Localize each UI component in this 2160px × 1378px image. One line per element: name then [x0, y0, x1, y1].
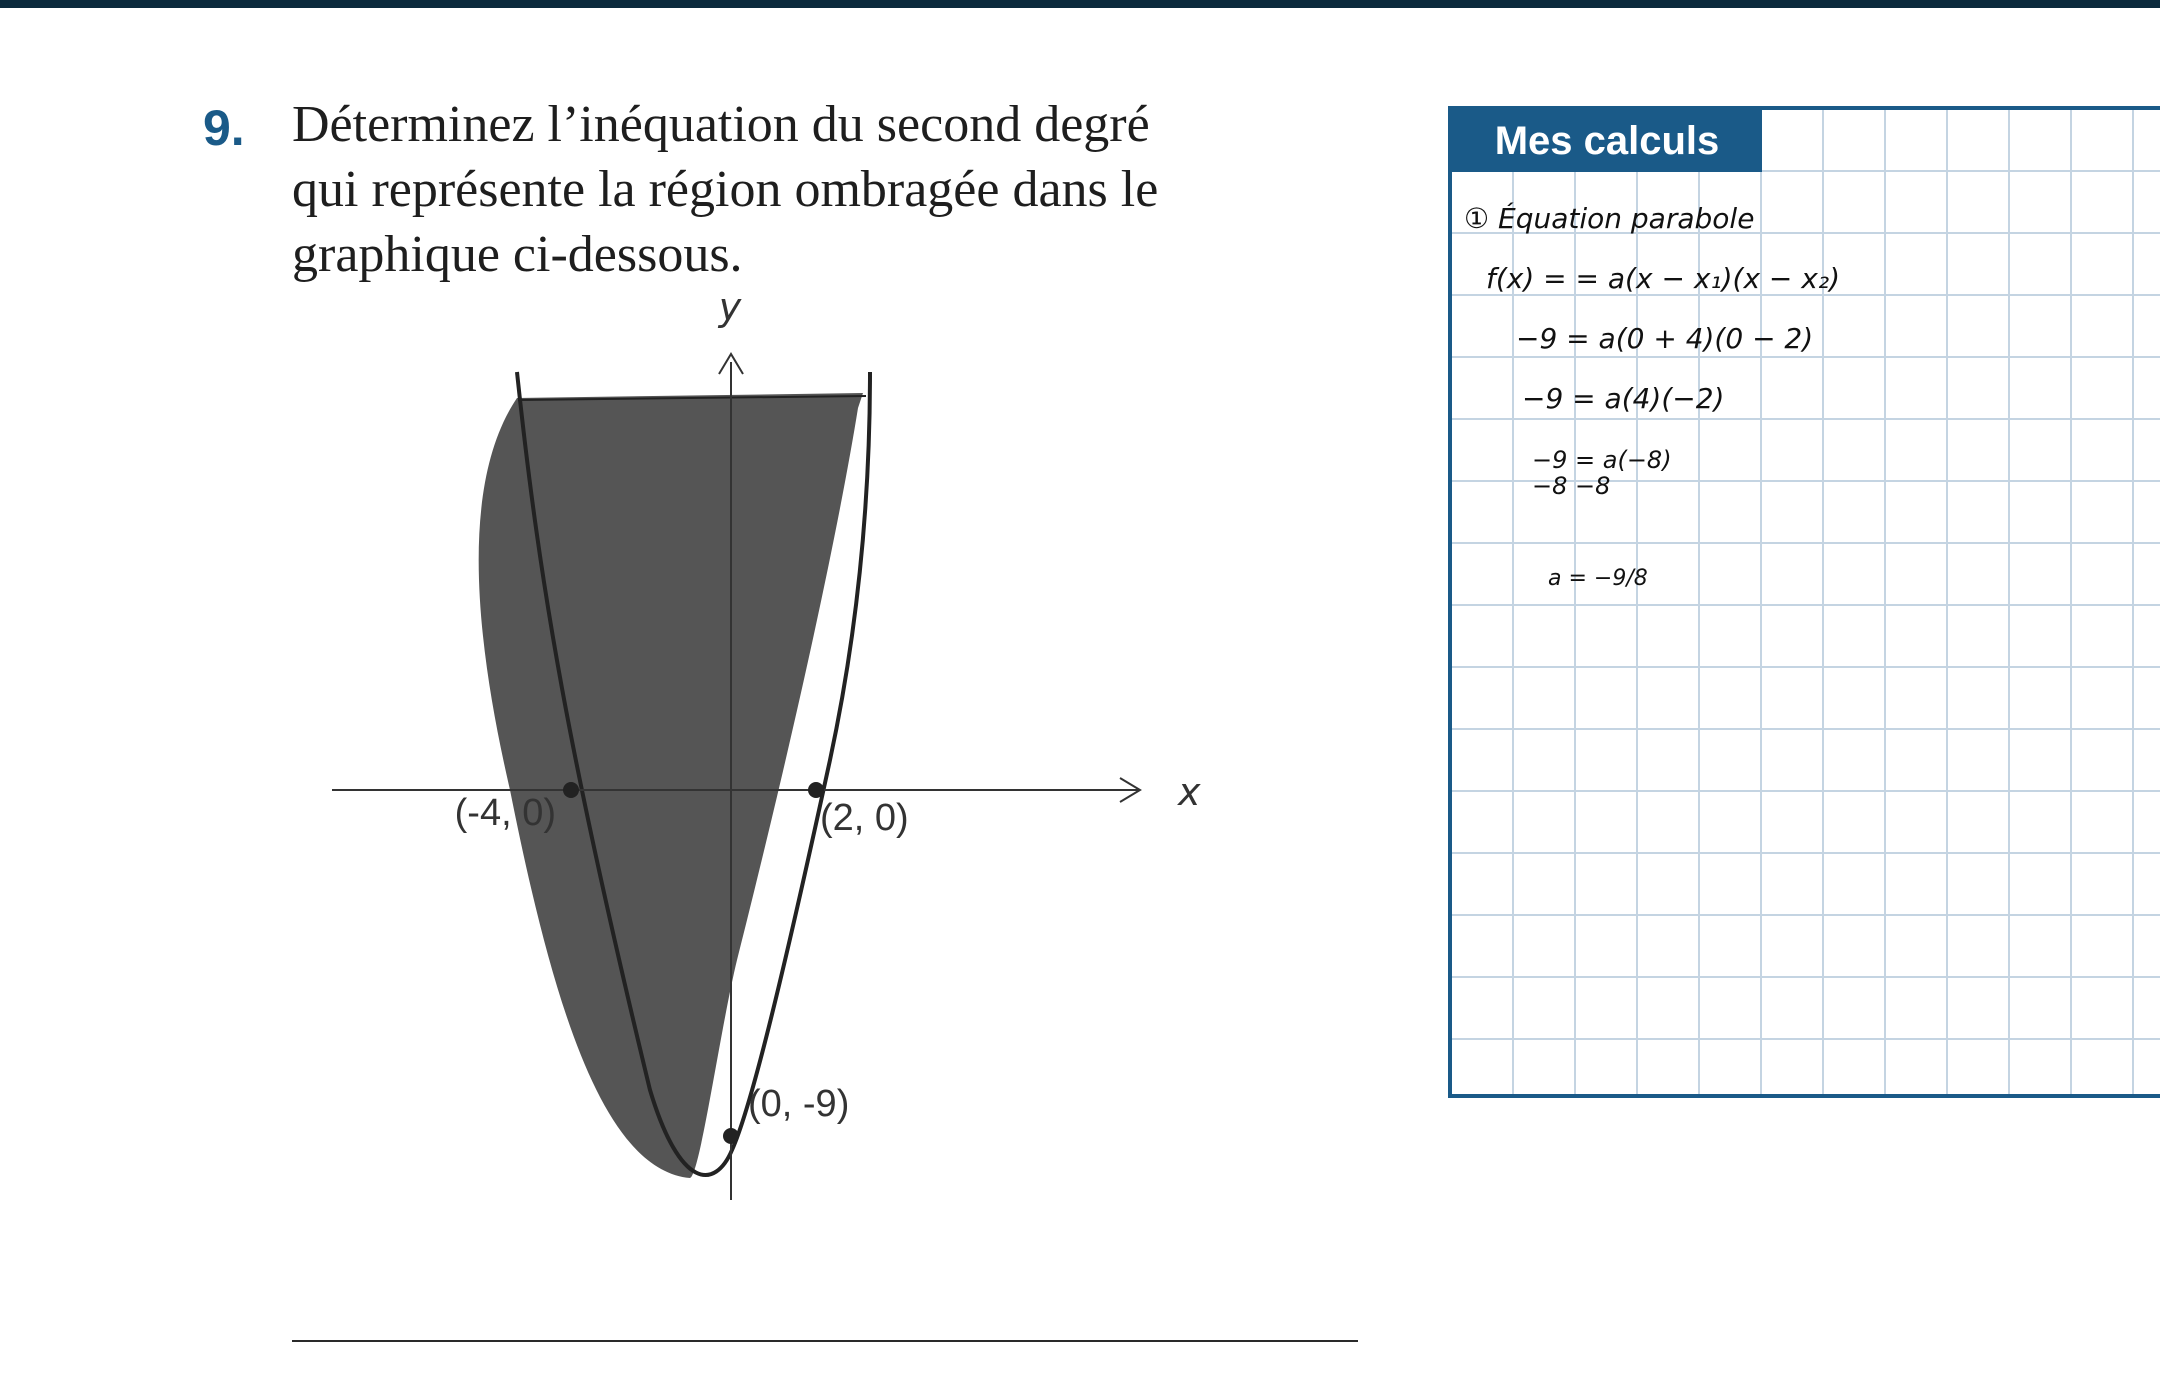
point-label: (2, 0) — [820, 797, 909, 839]
handwritten-note: −9 = a(−8) — [1532, 446, 1672, 474]
calc-panel-title: Mes calculs — [1452, 110, 1762, 172]
question-text — [292, 92, 1292, 287]
point-label: (-4, 0) — [454, 792, 556, 834]
handwritten-note: a = −9/8 — [1548, 566, 1648, 591]
handwritten-note: −9 = a(4)(−2) — [1522, 382, 1725, 415]
parabola-graph — [320, 290, 1220, 1210]
handwritten-note: ① Équation parabole — [1464, 202, 1755, 235]
point-marker — [723, 1128, 739, 1144]
x-axis-label: x — [1178, 770, 1201, 814]
answer-line — [292, 1340, 1358, 1342]
y-axis-label: y — [718, 290, 742, 329]
shaded-region — [479, 393, 863, 1178]
question-line: qui représente la région ombragée dans le — [292, 161, 1159, 218]
point-label: (0, -9) — [748, 1083, 850, 1125]
point-marker — [808, 782, 824, 798]
point-marker — [563, 782, 579, 798]
question-number: 9. — [203, 100, 245, 156]
handwritten-note: −8 −8 — [1532, 472, 1611, 500]
handwritten-note: −9 = a(0 + 4)(0 − 2) — [1516, 322, 1814, 355]
top-rule — [0, 0, 2160, 8]
handwritten-note: f(x) = = a(x − x₁)(x − x₂) — [1486, 262, 1841, 295]
calc-panel — [1448, 106, 2160, 1098]
question-line: Déterminez l’inéquation du second degré — [292, 96, 1150, 153]
question-line: graphique ci-dessous. — [292, 226, 743, 283]
